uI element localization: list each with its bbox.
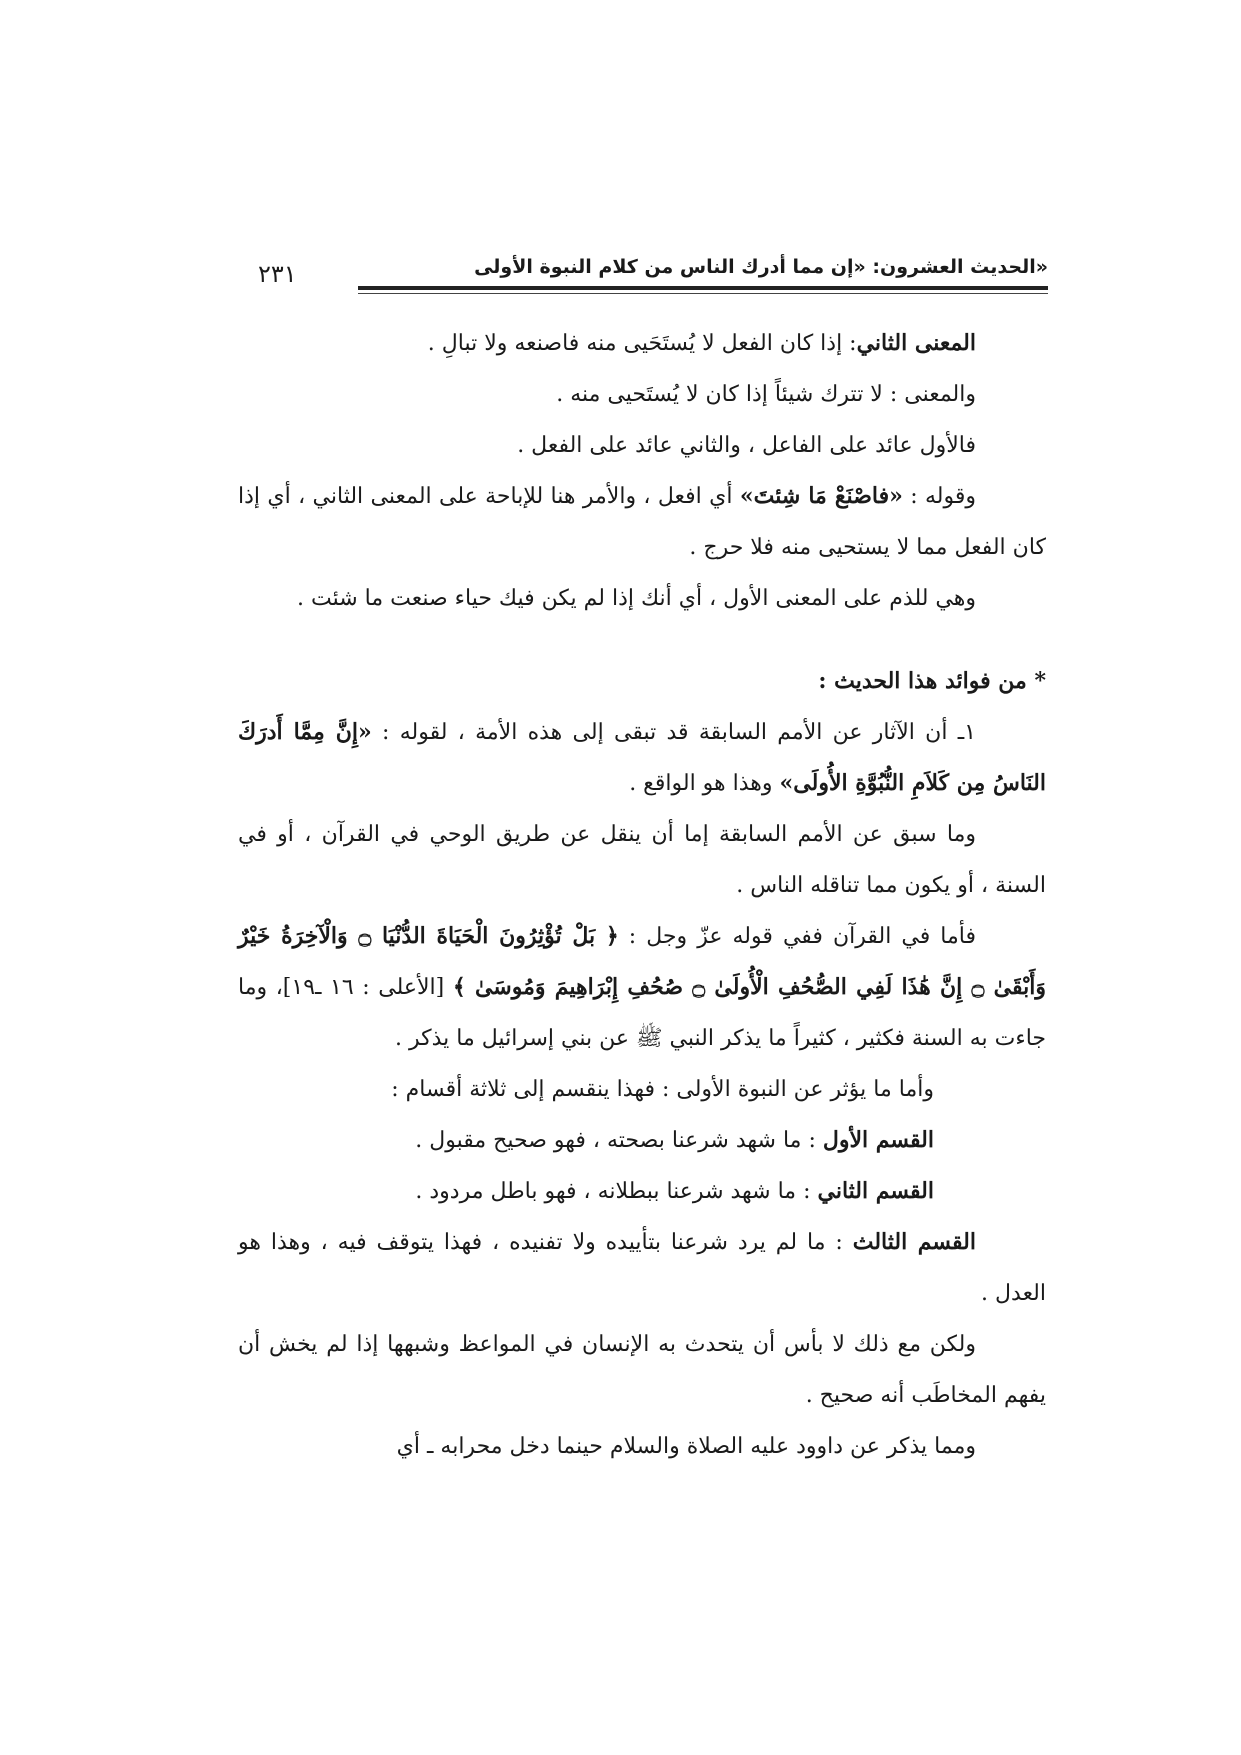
paragraph-text: : ما شهد شرعنا بصحته ، فهو صحيح مقبول .	[415, 1128, 823, 1153]
paragraph-text: وقوله :	[902, 484, 977, 509]
spacer	[238, 624, 1046, 656]
paragraph-text: وهذا هو الواقع .	[629, 771, 780, 796]
category-label: القسم الثاني	[817, 1178, 934, 1204]
section-heading: * من فوائد هذا الحديث :	[818, 668, 1046, 694]
paragraph	[238, 1319, 1046, 1421]
running-header	[258, 256, 1048, 300]
hadith-quote: «إِنَّ مِمَّا أَدرَكَ النَاسُ مِن كَلاَمِ النُّبُوَّةِ الأُولَى»	[238, 719, 1046, 796]
page-number: ٢٣١	[258, 260, 297, 288]
paragraph-text: فأما في القرآن ففي قوله عزّ وجل :	[618, 924, 976, 949]
paragraph-text: : إذا كان الفعل لا يُستَحَيى منه فاصنعه ولا تبالِ .	[427, 331, 857, 356]
paragraph-text: ومما يذكر عن داوود عليه الصلاة والسلام حينما دخل محرابه ـ أي	[396, 1434, 976, 1459]
paragraph	[238, 1166, 1046, 1217]
paragraph	[238, 471, 1046, 573]
header-rule-thin	[358, 293, 1048, 294]
paragraph-text: [الأعلى : ١٦ ـ١٩]، وما جاءت به السنة فكثير ، كثيراً ما يذكر النبي ﷺ عن بني إسرائيل ما يذكر .	[238, 975, 1046, 1051]
paragraph-text: فالأول عائد على الفاعل ، والثاني عائد على الفعل .	[517, 433, 976, 458]
paragraph	[238, 911, 1046, 1064]
body-text	[238, 318, 1046, 1472]
header-rule	[358, 286, 1048, 290]
paragraph	[238, 1064, 1046, 1115]
paragraph-text: أي افعل ، والأمر هنا للإباحة على المعنى الثاني ، أي إذا كان الفعل مما لا يستحيى منه فلا حرج .	[238, 484, 1046, 560]
paragraph	[238, 420, 1046, 471]
paragraph-text: : ما لم يرد شرعنا بتأييده ولا تفنيده ، فهذا يتوقف فيه ، وهذا هو العدل .	[238, 1230, 1046, 1306]
paragraph	[238, 1217, 1046, 1319]
paragraph-text: ١ـ أن الآثار عن الأمم السابقة قد تبقى إلى هذه الأمة ، لقوله :	[371, 720, 976, 745]
paragraph-text: وأما ما يؤثر عن النبوة الأولى : فهذا ينقسم إلى ثلاثة أقسام :	[391, 1077, 934, 1102]
paragraph	[238, 809, 1046, 911]
paragraph	[238, 707, 1046, 809]
paragraph	[238, 1421, 1046, 1472]
quran-verse: ﴿ بَلْ تُؤْثِرُونَ الْحَيَاةَ الدُّنْيَا ۝ وَالْآخِرَةُ خَيْرٌ وَأَبْقَىٰ ۝ إِنَّ هَٰذَا لَفِي الصُّحُفِ الْأُولَىٰ ۝ صُحُفِ إِبْرَاهِيمَ وَمُوسَىٰ ﴾	[238, 923, 1046, 1000]
paragraph	[238, 369, 1046, 420]
paragraph	[238, 1115, 1046, 1166]
paragraph-text: وهي للذم على المعنى الأول ، أي أنك إذا لم يكن فيك حياء صنعت ما شئت .	[296, 586, 976, 611]
term-label: المعنى الثاني	[856, 330, 976, 356]
paragraph-text: والمعنى : لا تترك شيئاً إذا كان لا يُستَحيى منه .	[556, 382, 976, 407]
paragraph-text: وما سبق عن الأمم السابقة إما أن ينقل عن طريق الوحي في القرآن ، أو في السنة ، أو يكون مما تناقله الناس .	[238, 822, 1046, 898]
category-label: القسم الثالث	[852, 1229, 976, 1255]
category-label: القسم الأول	[822, 1127, 934, 1153]
paragraph	[238, 318, 1046, 369]
paragraph-text: : ما شهد شرعنا ببطلانه ، فهو باطل مردود .	[415, 1179, 818, 1204]
paragraph	[238, 573, 1046, 624]
chapter-title: الحديث العشرون: «إن مما أدرك الناس من كلام النبوة الأولى»	[474, 256, 1048, 278]
paragraph-text: ولكن مع ذلك لا بأس أن يتحدث به الإنسان في المواعظ وشبهها إذا لم يخش أن يفهم المخاطَب أنه صحيح .	[238, 1332, 1046, 1408]
hadith-quote: «فاصْنَعْ مَا شِئتَ»	[739, 483, 903, 509]
